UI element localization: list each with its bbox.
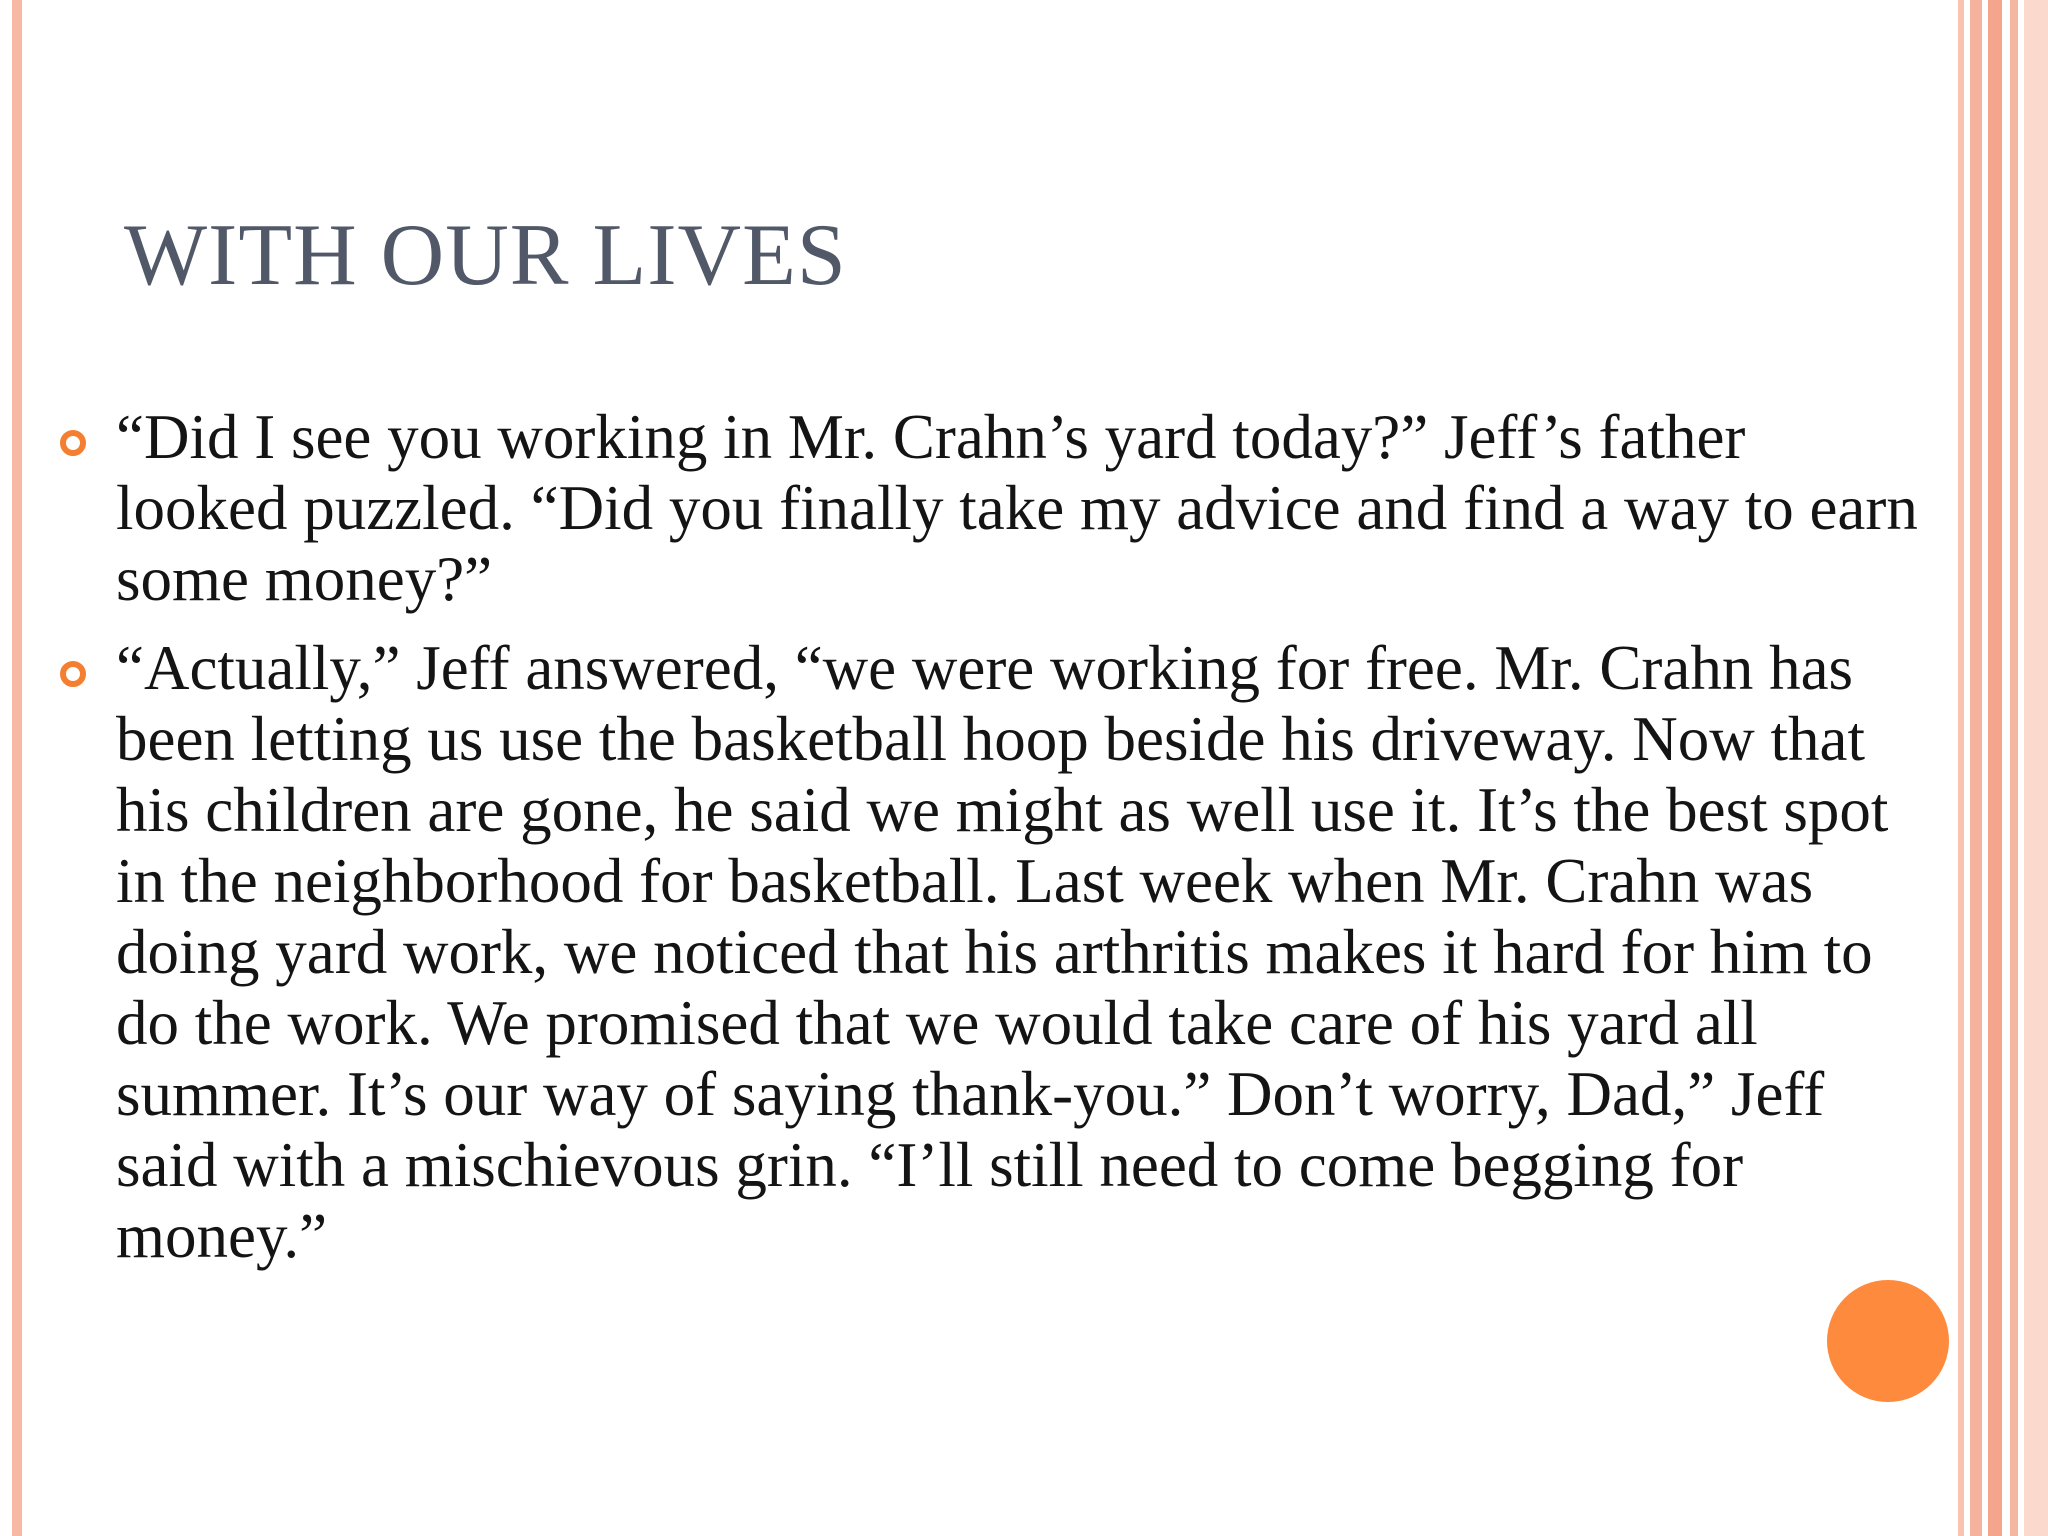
slide-title: WITH OUR LIVES: [124, 207, 847, 304]
bullet-list: [116, 402, 1926, 1290]
right-border-stripe: [1988, 0, 2002, 1536]
right-border-stripe: [2010, 0, 2018, 1536]
right-border-stripe: [2024, 0, 2048, 1536]
right-border-stripe: [1970, 0, 1982, 1536]
left-border-stripe: [12, 0, 22, 1536]
ring-bullet-icon: [60, 430, 86, 456]
orange-circle-decoration: [1827, 1280, 1949, 1402]
bullet-item: [116, 633, 1926, 1272]
bullet-text: “Actually,” Jeff answered, “we were working for free. Mr. Crahn has been letting us use the basketball hoop beside his driveway. Now that his children are gone, he said we might as well use it. It’s the best spot in the neighborhood for basketball. Last week when Mr. Crahn was doing yard work, we noticed that his arthritis makes it hard for him to do the work. We promised that we would take care of his yard all summer. It’s our way of saying thank-you.” Don’t worry, Dad,” Jeff said with a mischievous grin. “I’ll still need to come begging for money.”: [116, 633, 1889, 1271]
ring-bullet-icon: [60, 661, 86, 687]
bullet-text: “Did I see you working in Mr. Crahn’s yard today?” Jeff’s father looked puzzled. “Did you finally take my advice and find a way to earn some money?”: [116, 402, 1918, 614]
bullet-item: [116, 402, 1926, 615]
right-border-stripe: [1958, 0, 1964, 1536]
